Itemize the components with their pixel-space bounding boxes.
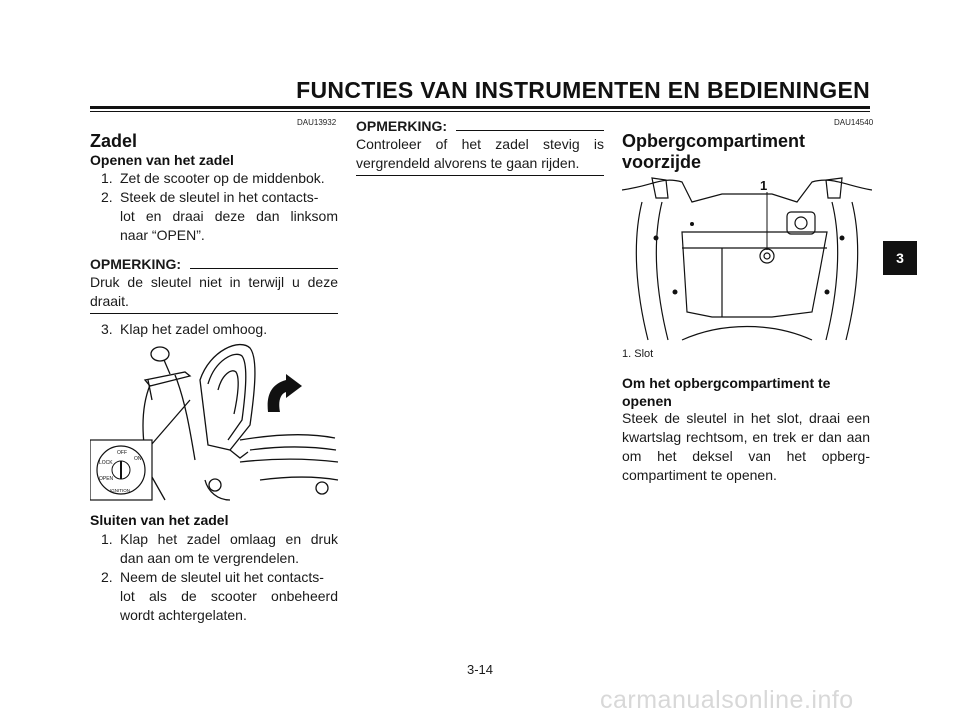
note-rule-top-col2	[456, 130, 604, 131]
section-code-2: DAU14540	[834, 118, 874, 127]
open-step-3-num: 3.	[101, 321, 113, 337]
open-seat-heading: Openen van het zadel	[90, 152, 234, 168]
close-step-2-num: 2.	[101, 569, 113, 585]
section-title-line2: voorzijde	[622, 152, 702, 172]
section-title-zadel: Zadel	[90, 131, 138, 151]
chapter-tab[interactable]: 3	[883, 241, 917, 275]
note-rule-bottom	[90, 313, 338, 314]
ignition-on-label: ON	[134, 456, 142, 462]
page-number: 3-14	[466, 662, 494, 677]
open-step-1-num: 1.	[101, 170, 113, 186]
open-compartment-heading-line2: openen	[622, 393, 672, 409]
ignition-label: IGNITION	[110, 488, 130, 493]
open-step-1-text: Zet de scooter op de middenbok.	[120, 170, 325, 186]
header-rule	[90, 106, 870, 109]
open-step-2-line3: naar “OPEN”.	[120, 227, 205, 243]
page-header-title: FUNCTIES VAN INSTRUMENTEN EN BEDIENINGEN	[296, 77, 870, 103]
front-compartment-illustration	[622, 172, 872, 342]
note-label: OPMERKING:	[90, 256, 181, 272]
ignition-open-label: OPEN	[99, 476, 114, 482]
watermark: carmanualsonline.info	[600, 686, 854, 714]
note-text: Druk de sleutel niet in terwijl u deze draait.	[90, 274, 338, 309]
open-step-3-text: Klap het zadel omhoog.	[120, 321, 268, 337]
open-step-2-line2: lot en draai deze dan linksom	[120, 208, 338, 224]
open-compartment-body: Steek de sleutel in het slot, draai een kwartslag rechtsom, en trek er dan aan om het deksel van het opberg-compartiment te openen.	[622, 410, 870, 483]
callout-1: 1	[760, 178, 768, 193]
close-step-1-line1: Klap het zadel omlaag en druk	[120, 531, 338, 547]
close-step-1-num: 1.	[101, 531, 113, 547]
scooter-seat-illustration	[90, 340, 340, 502]
open-step-2-line1: Steek de sleutel in het contacts-	[120, 189, 319, 205]
figure-caption: 1. Slot	[622, 348, 654, 360]
section-title-line1: Opbergcompartiment	[622, 131, 806, 151]
close-step-2-line3: wordt achtergelaten.	[120, 607, 247, 623]
close-step-1-line2: dan aan om te vergrendelen.	[120, 550, 300, 566]
note-text-col2: Controleer of het zadel stevig is vergrendeld alvorens te gaan rijden.	[356, 136, 604, 171]
ignition-lock-label: LOCK	[99, 460, 113, 466]
close-seat-heading: Sluiten van het zadel	[90, 512, 229, 528]
note-label-col2: OPMERKING:	[356, 118, 447, 134]
note-rule-bottom-col2	[356, 175, 604, 176]
ignition-off-label: OFF	[117, 450, 127, 456]
note-rule-top	[190, 268, 338, 269]
close-step-2-line2: lot als de scooter onbeheerd	[120, 588, 338, 604]
open-step-2-num: 2.	[101, 189, 113, 205]
close-step-2-line1: Neem de sleutel uit het contacts-	[120, 569, 324, 585]
open-compartment-heading-line1: Om het opbergcompartiment te	[622, 375, 831, 391]
header-rule-thin	[90, 111, 870, 112]
section-code: DAU13932	[297, 118, 337, 127]
